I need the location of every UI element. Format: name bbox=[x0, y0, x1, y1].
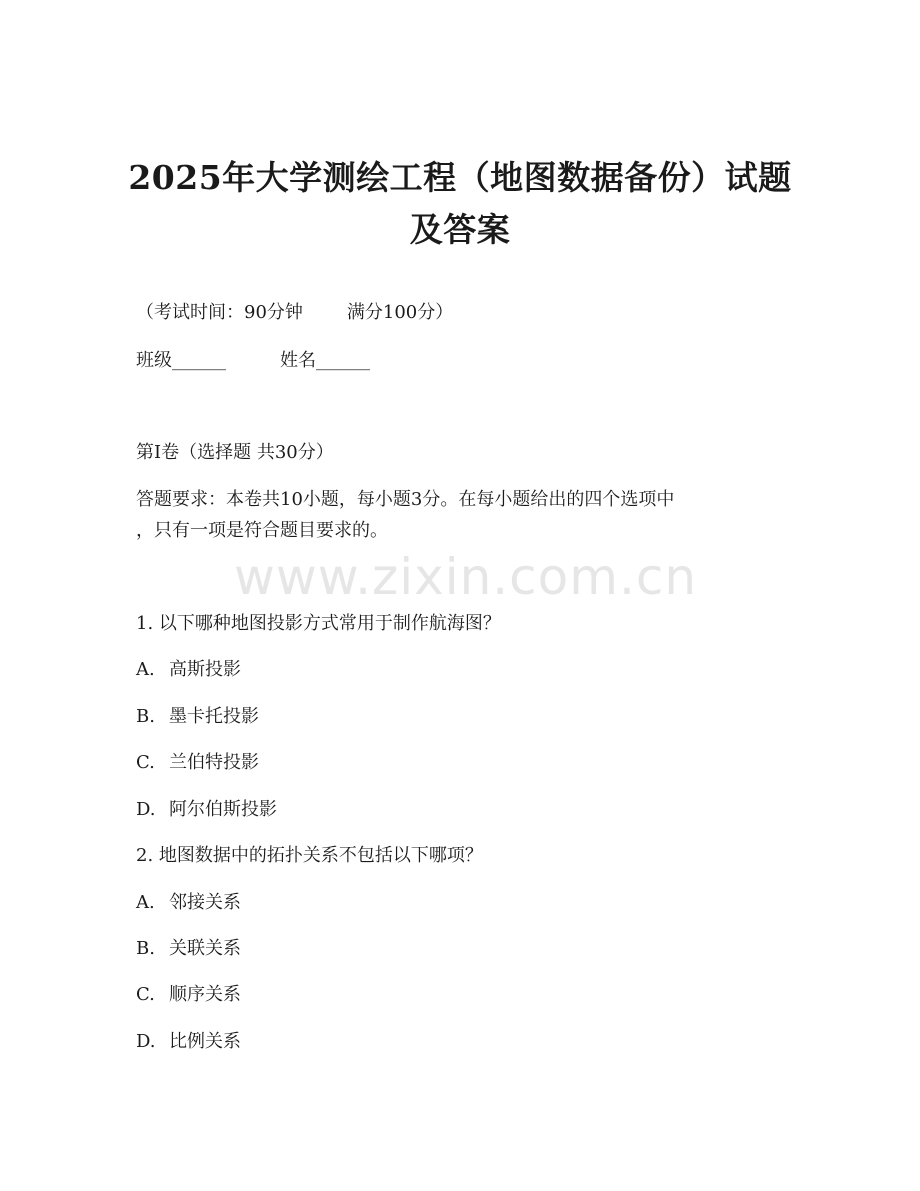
option-text: 顺序关系 bbox=[169, 984, 241, 1005]
option-letter: C. bbox=[136, 752, 155, 773]
question-1-option-d bbox=[136, 797, 277, 823]
option-letter: B. bbox=[136, 706, 155, 727]
question-2-option-a bbox=[136, 890, 241, 916]
option-text: 阿尔伯斯投影 bbox=[169, 799, 277, 820]
question-2-option-b bbox=[136, 936, 241, 962]
document-title bbox=[110, 152, 810, 256]
option-text: 高斯投影 bbox=[169, 659, 241, 680]
option-letter: D. bbox=[136, 799, 156, 820]
question-2-stem: 2. 地图数据中的拓扑关系不包括以下哪项？ bbox=[136, 845, 483, 866]
class-label: 班级______ bbox=[136, 350, 226, 371]
option-text: 兰伯特投影 bbox=[169, 752, 259, 773]
option-text: 关联关系 bbox=[169, 938, 241, 959]
question-2-option-d bbox=[136, 1029, 241, 1055]
question-1-stem: 1. 以下哪种地图投影方式常用于制作航海图？ bbox=[136, 613, 501, 634]
option-letter: D. bbox=[136, 1031, 156, 1052]
section-heading: 第I卷（选择题 共30分） bbox=[136, 442, 334, 463]
option-text: 比例关系 bbox=[169, 1031, 241, 1052]
option-letter: A. bbox=[136, 892, 155, 913]
exam-time: （考试时间：90分钟 bbox=[136, 302, 303, 323]
question-1-option-a bbox=[136, 657, 241, 683]
title-line-2: 及答案 bbox=[409, 210, 511, 249]
title-line-1: 2025年大学测绘工程（地图数据备份）试题 bbox=[128, 158, 792, 197]
name-label: 姓名______ bbox=[280, 350, 370, 371]
option-letter: C. bbox=[136, 984, 155, 1005]
student-info bbox=[136, 348, 370, 374]
option-letter: A. bbox=[136, 659, 155, 680]
option-text: 邻接关系 bbox=[169, 892, 241, 913]
option-letter: B. bbox=[136, 938, 155, 959]
exam-score: 满分100分） bbox=[346, 302, 454, 323]
watermark: www.zixin.com.cn bbox=[234, 548, 698, 606]
instruction-line-1: 答题要求：本卷共10小题，每小题3分。在每小题给出的四个选项中 bbox=[136, 489, 675, 510]
question-1-option-b bbox=[136, 704, 259, 730]
question-2-option-c bbox=[136, 982, 241, 1008]
exam-info bbox=[136, 300, 453, 326]
option-text: 墨卡托投影 bbox=[169, 706, 259, 727]
instruction-line-2: ，只有一项是符合题目要求的。 bbox=[136, 520, 388, 541]
question-1-option-c bbox=[136, 750, 259, 776]
